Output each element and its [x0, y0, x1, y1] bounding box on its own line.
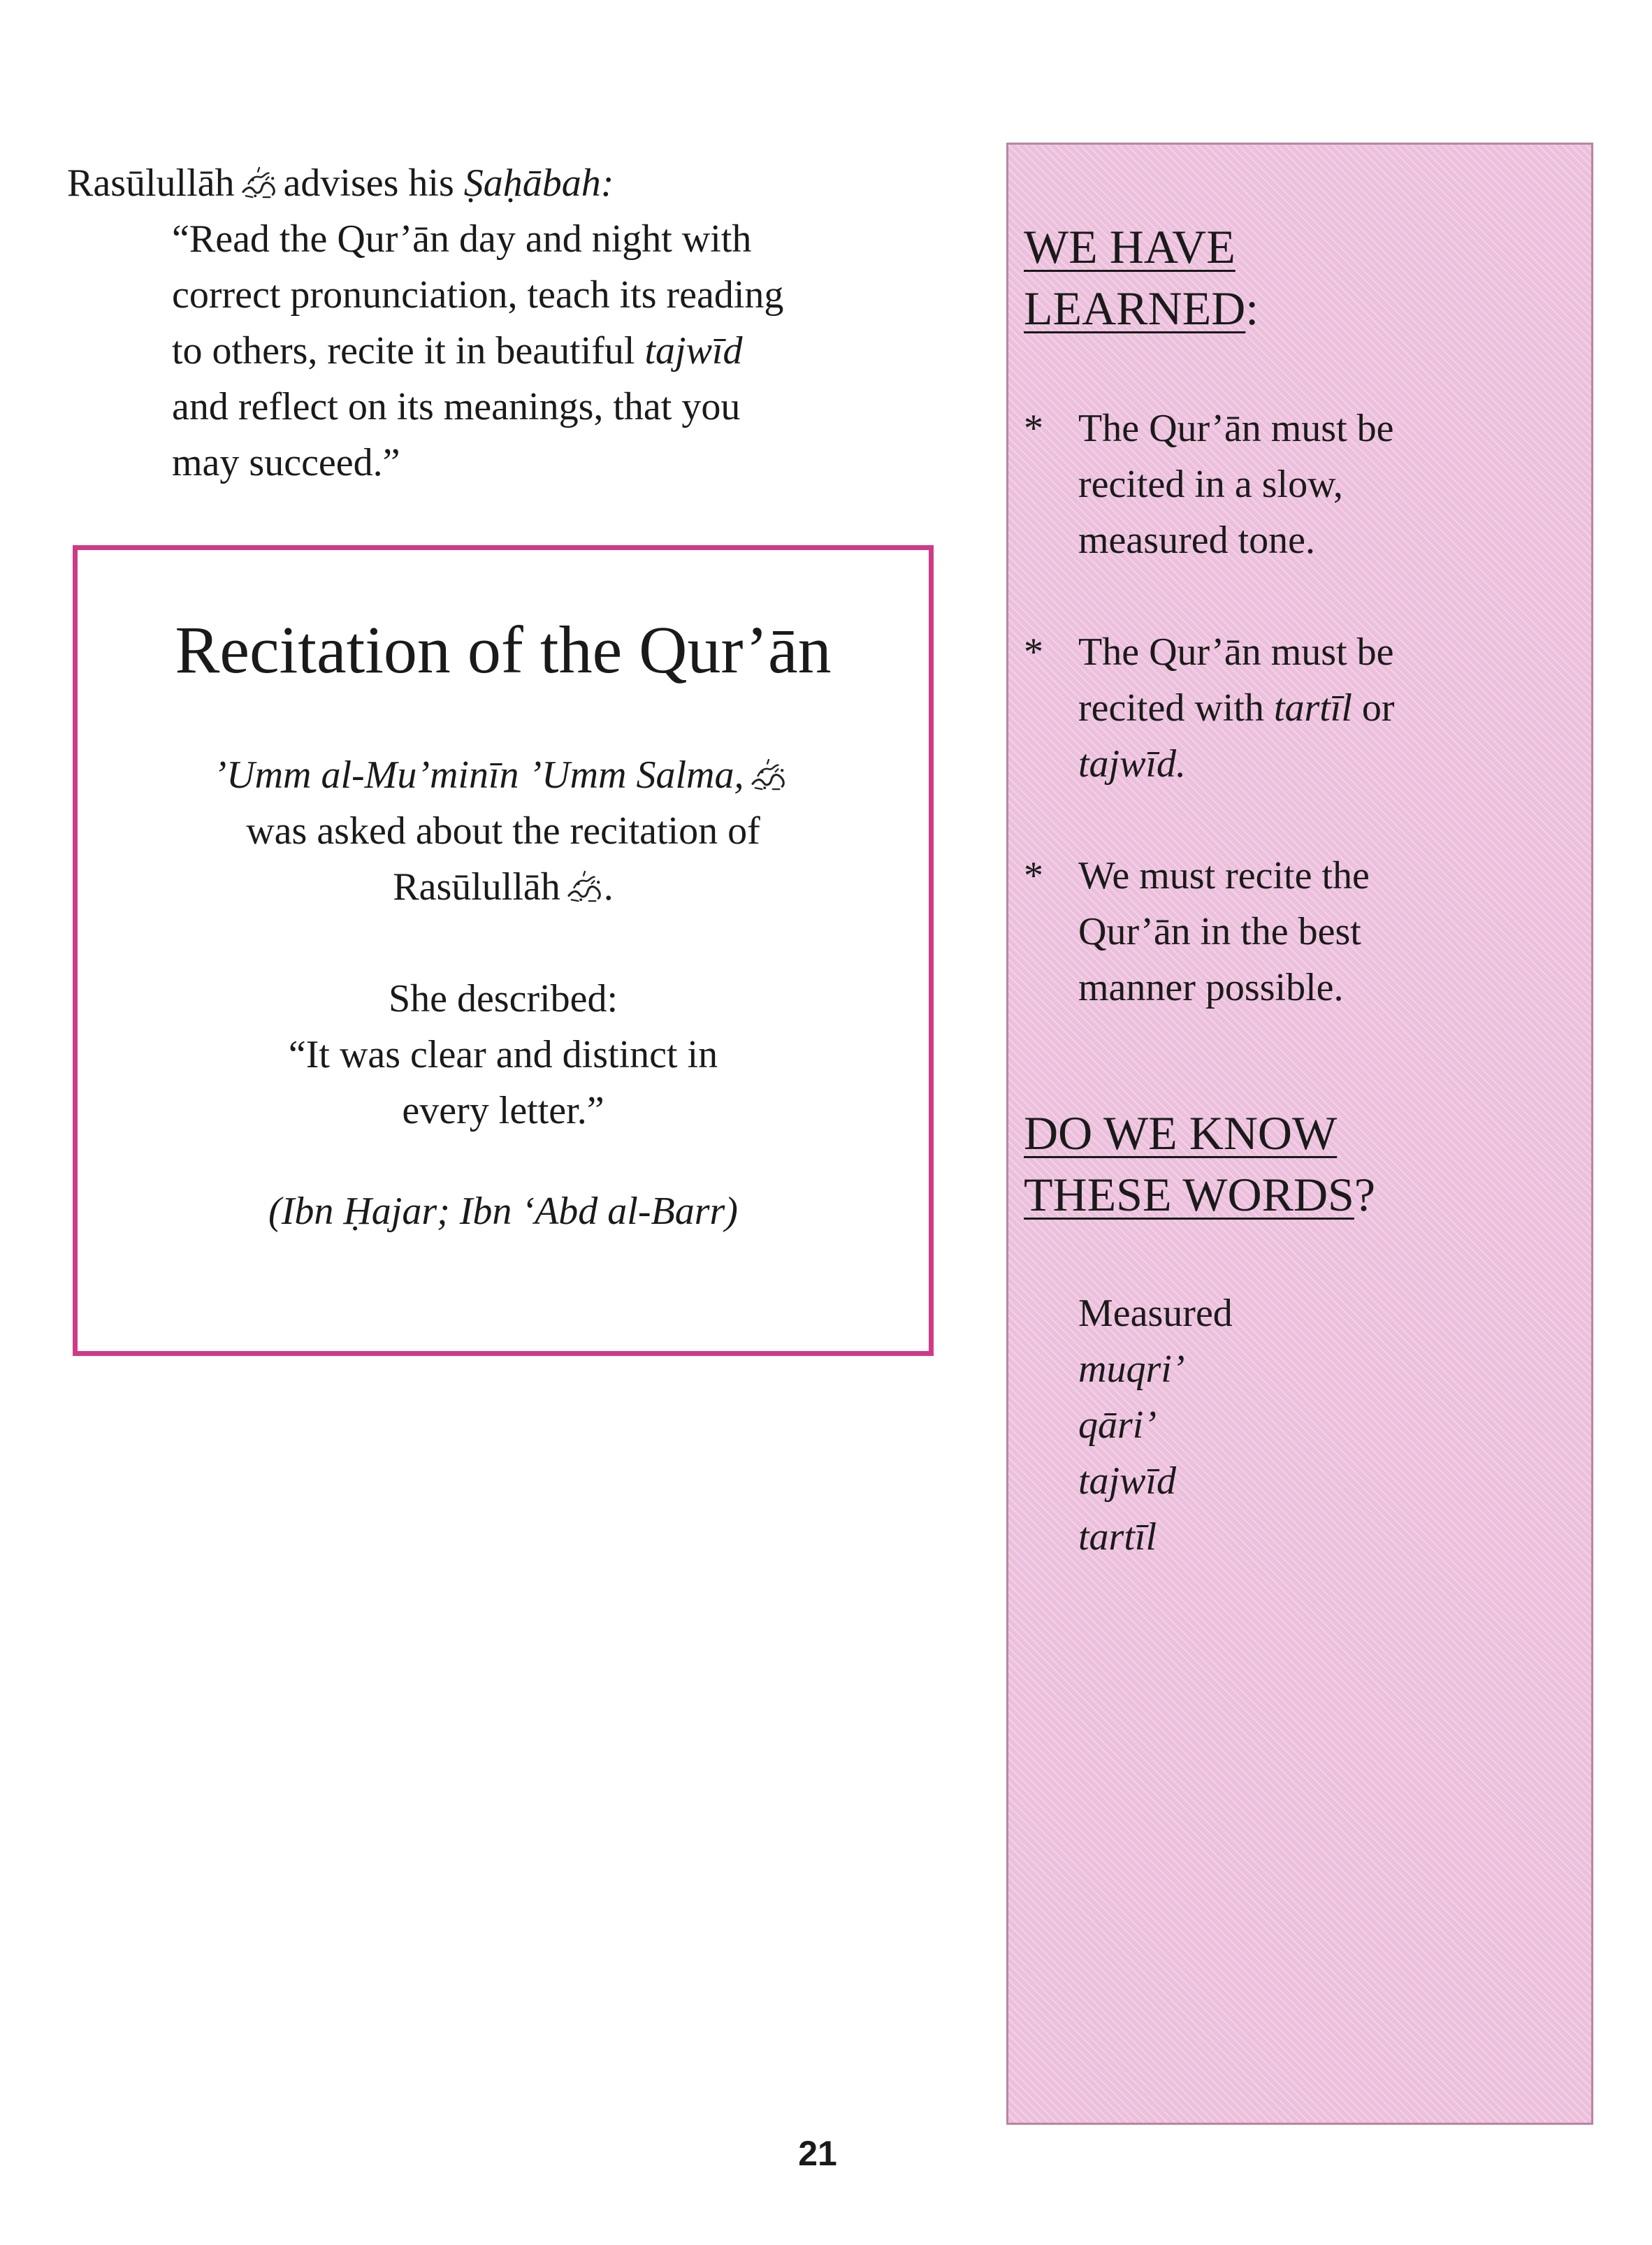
quote-term-italic: tajwīd	[644, 329, 743, 373]
vocabulary-word: muqri’	[1078, 1348, 1185, 1391]
heading-text: LEARNED	[1024, 282, 1246, 335]
heading-line: WE HAVE	[1024, 220, 1236, 273]
description	[78, 971, 929, 1139]
description-quote-line: “It was clear and distinct in	[288, 1033, 718, 1076]
point-line: manner possible.	[1078, 966, 1344, 1009]
narrator-line	[78, 747, 929, 803]
heading-line	[1024, 1164, 1375, 1225]
point-line: We must recite the	[1078, 854, 1370, 897]
summary-sidebar	[1006, 143, 1593, 2125]
radiya-allahu-anha-icon	[748, 758, 789, 792]
quote-line: and reflect on its meanings, that you	[172, 385, 741, 428]
vocabulary-word: tajwīd	[1078, 1459, 1177, 1503]
vocabulary-word: tartīl	[1078, 1515, 1157, 1559]
words-heading	[1024, 1102, 1375, 1225]
point-line: Qur’ān in the best	[1078, 910, 1361, 953]
recitation-box	[73, 545, 934, 1356]
quote-text: to others, recite it in beautiful	[172, 329, 635, 373]
heading-text: THESE WORDS	[1024, 1168, 1354, 1221]
quote-line: may succeed.”	[172, 441, 400, 484]
intro-passage	[67, 155, 941, 491]
prophet-name: Rasūlullāh	[393, 865, 560, 909]
bullet-marker: *	[1024, 630, 1043, 674]
quote-line	[172, 323, 941, 379]
vocabulary-word: qāri’	[1078, 1403, 1157, 1447]
described-label: She described:	[388, 977, 618, 1020]
description-quote-line: every letter.”	[402, 1089, 604, 1132]
learned-heading	[1024, 216, 1259, 339]
vocabulary-list	[1078, 1285, 1233, 1565]
intro-lead-line	[67, 155, 941, 211]
asked-line: was asked about the recitation of	[246, 809, 760, 853]
salla-allahu-alayhi-wa-sallam-icon	[565, 870, 605, 904]
point-line: or	[1361, 686, 1395, 730]
intro-verb: advises his	[283, 161, 454, 205]
point-line: recited with	[1078, 686, 1264, 730]
bullet-marker: *	[1024, 407, 1043, 450]
heading-question-mark: ?	[1354, 1168, 1376, 1221]
point-line: The Qur’ān must be	[1078, 407, 1394, 450]
narration	[78, 747, 929, 915]
learned-point	[1024, 624, 1569, 792]
page-number: 21	[798, 2134, 837, 2173]
bullet-marker: *	[1024, 854, 1043, 897]
learned-point	[1024, 400, 1569, 568]
quote-line: “Read the Qur’ān day and night with	[172, 217, 752, 261]
point-text	[1078, 848, 1569, 1016]
point-term-italic: tajwīd.	[1078, 742, 1187, 786]
heading-line	[1024, 277, 1259, 339]
box-title: Recitation of the Qur’ān	[175, 612, 832, 687]
speaker-name: Rasūlullāh	[67, 161, 235, 205]
prophet-suffix: .	[603, 865, 614, 909]
hadith-quote	[67, 211, 941, 491]
heading-colon: :	[1245, 282, 1259, 335]
salla-allahu-alayhi-wa-sallam-icon	[239, 166, 280, 200]
prophet-line	[78, 859, 929, 915]
learned-point	[1024, 848, 1569, 1016]
quote-line: correct pronunciation, teach its reading	[172, 273, 784, 317]
point-line: The Qur’ān must be	[1078, 630, 1394, 674]
point-term-italic: tartīl	[1273, 686, 1352, 730]
heading-line: DO WE KNOW	[1024, 1106, 1338, 1160]
vocabulary-word: Measured	[1078, 1292, 1233, 1335]
point-line: measured tone.	[1078, 519, 1315, 562]
point-line: recited in a slow,	[1078, 463, 1343, 506]
intro-audience: Ṣaḥābah:	[463, 161, 614, 205]
point-text	[1078, 624, 1569, 792]
source-citation: (Ibn Ḥajar; Ibn ‘Abd al-Barr)	[268, 1190, 738, 1233]
narrator-name: ’Umm al-Mu’minīn ’Umm Salma,	[213, 753, 744, 797]
point-text	[1078, 400, 1569, 568]
